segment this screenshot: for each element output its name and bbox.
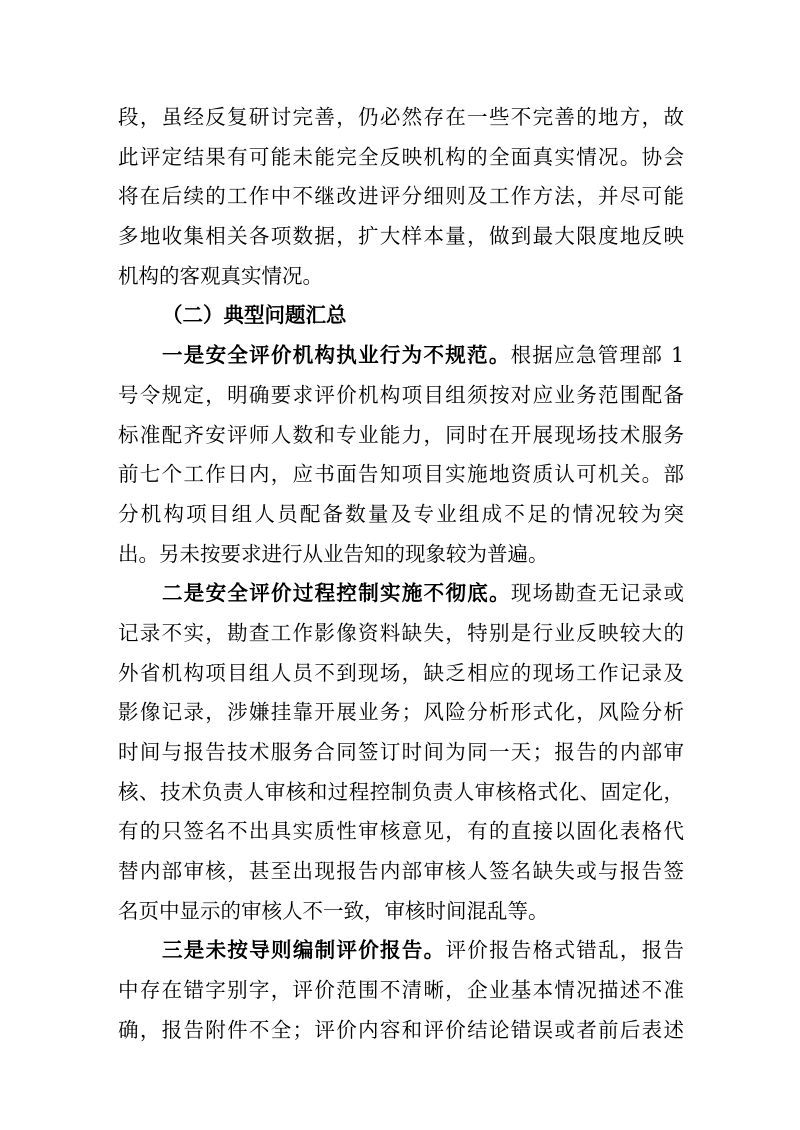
problem-2-first-line-text: 现场勘查无记录或 [510,581,685,606]
paragraph-line: 时间与报告技术服务合同签订时间为同一天；报告的内部审 [118,740,684,764]
document-body [118,98,684,1051]
paragraph-line: 记录不实，勘查工作影像资料缺失，特别是行业反映较大的 [118,620,684,645]
paragraph-line: 前七个工作日内，应书面告知项目实施地资质认可机关。部 [118,462,684,487]
paragraph-line: 分机构项目组人员配备数量及专业组成不足的情况较为突 [118,501,684,526]
paragraph-line: 中存在错字别字，评价范围不清晰，企业基本情况描述不准 [118,978,684,1003]
paragraph-line: 名页中显示的审核人不一致，审核时间混乱等。 [118,898,549,923]
paragraph-line: 外省机构项目组人员不到现场，缺乏相应的现场工作记录及 [118,660,684,685]
paragraph-line: 影像记录，涉嫌挂靠开展业务；风险分析形式化，风险分析 [118,700,684,725]
paragraph-line: 号令规定，明确要求评价机构项目组须按对应业务范围配备 [118,382,684,407]
problem-3-first-line [118,931,684,971]
problem-1-first-line-text: 根据应急管理部 1 [510,343,684,368]
paragraph-line: 多地收集相关各项数据，扩大样本量，做到最大限度地反映 [118,224,684,249]
problem-2-first-line [118,574,684,614]
paragraph-line: 确，报告附件不全；评价内容和评价结论错误或者前后表述 [118,1017,684,1042]
problem-1-title: 一是安全评价机构执业行为不规范。 [162,343,511,368]
paragraph-line: 机构的客观真实情况。 [118,263,323,288]
paragraph-line: 替内部审核，甚至出现报告内部审核人签名缺失或与报告签 [118,859,684,884]
paragraph-line: 段，虽经反复研讨完善，仍必然存在一些不完善的地方，故 [118,105,684,129]
problem-1-first-line [118,336,684,376]
section-heading: （二）典型问题汇总 [162,303,347,328]
paragraph-line: 有的只签名不出具实质性审核意见，有的直接以固化表格代 [118,819,684,844]
paragraph-line: 标准配齐安评师人数和专业能力，同时在开展现场技术服务 [118,422,684,447]
problem-3-title: 三是未按导则编制评价报告。 [162,938,446,963]
paragraph-line: 核、技术负责人审核和过程控制负责人审核格式化、固定化， [118,779,684,804]
paragraph-line: 此评定结果有可能未能完全反映机构的全面真实情况。协会 [118,144,684,169]
problem-2-title: 二是安全评价过程控制实施不彻底。 [162,581,511,606]
problem-3-first-line-text: 评价报告格式错乱，报告 [445,938,685,963]
paragraph-line: 出。另未按要求进行从业告知的现象较为普遍。 [118,541,549,566]
paragraph-line: 将在后续的工作中不继改进评分细则及工作方法，并尽可能 [118,184,684,209]
